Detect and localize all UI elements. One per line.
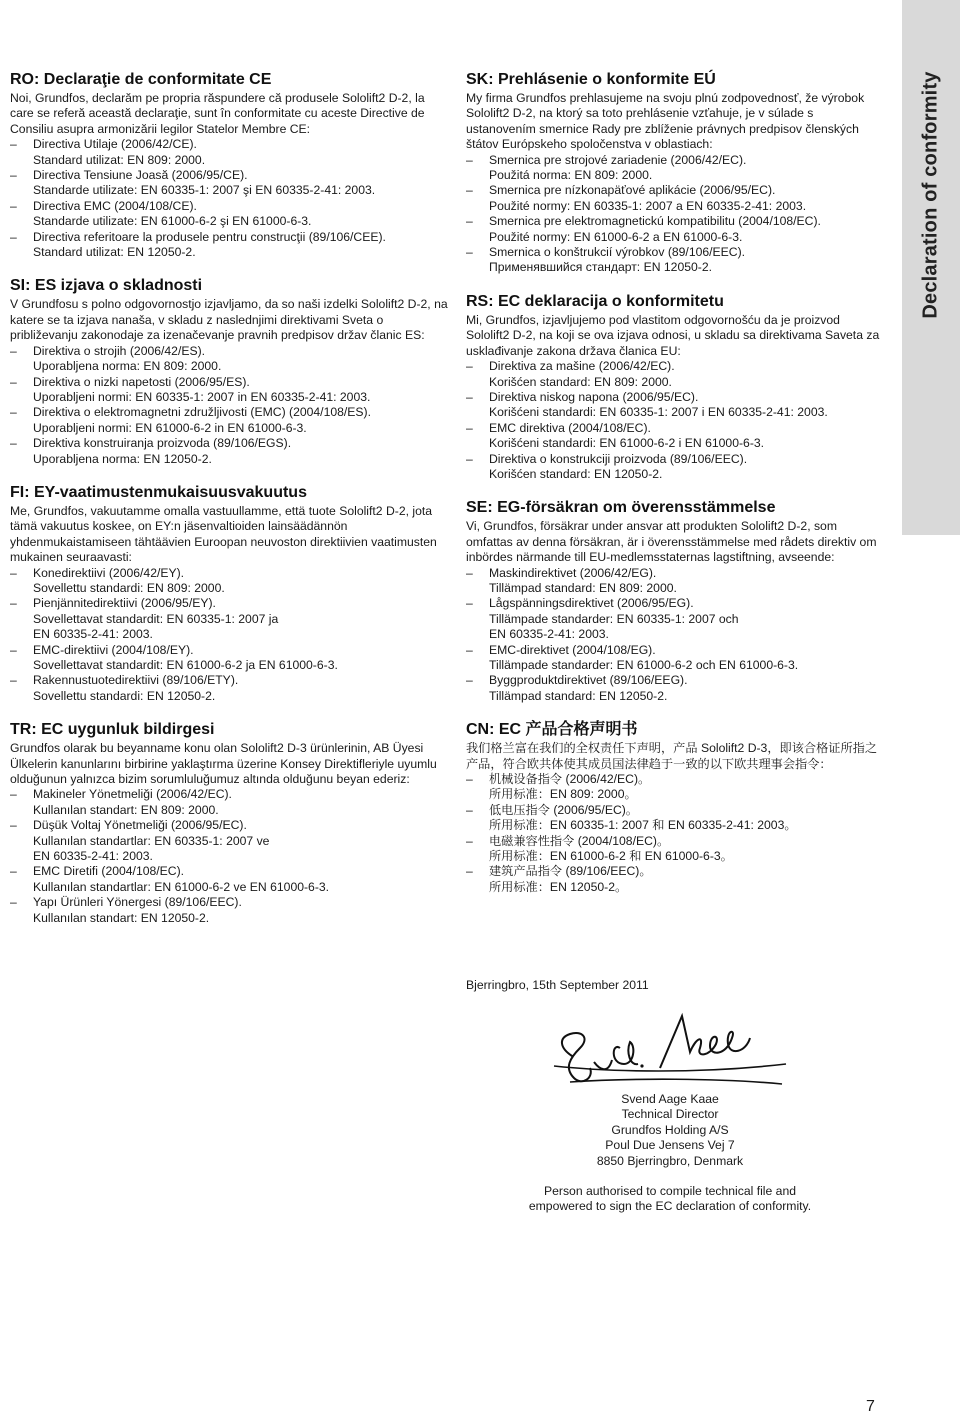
declaration-section xyxy=(466,70,886,276)
declaration-section xyxy=(466,498,886,704)
directive-standard: Korišćeni standardi: EN 61000-6-2 i EN 61000-6-3. xyxy=(489,436,765,451)
directive-name: – 低电压指令 (2006/95/EC)。 xyxy=(489,802,638,817)
section-heading: TR: EC uygunluk bildirgesi xyxy=(10,721,215,739)
directive-name: – EMC-direktivet (2004/108/EG). xyxy=(489,642,656,657)
directive-name: – Direktiva o strojih (2006/42/ES). xyxy=(33,343,206,358)
directive-item xyxy=(466,772,886,803)
directive-item xyxy=(466,452,886,483)
directive-standard: Применявшийся стандарт: EN 12050-2. xyxy=(489,260,713,275)
directive-item xyxy=(466,596,886,642)
directive-item xyxy=(10,230,450,261)
directive-item xyxy=(10,436,450,467)
directive-name: – Direktiva o konstrukciji proizvoda (89/106/EEC). xyxy=(489,451,748,466)
section-intro: Mi, Grundfos, izjavljujemo pod vlastitom odgovornošću da je proizvod Sololift2 D-2, na koji se ova izjava odnosi, u skladu sa direktivama Saveta za usklađivanje zakona država članica EU: xyxy=(466,312,880,358)
declaration-section xyxy=(10,70,450,260)
directive-name: – 机械设备指令 (2006/42/EC)。 xyxy=(489,772,651,787)
authorised-line-2: empowered to sign the EC declaration of conformity. xyxy=(528,1199,812,1214)
directive-standard: EN 60335-2-41: 2003. xyxy=(33,627,153,642)
directive-item xyxy=(10,344,450,375)
directive-standard: Kullanılan standartlar: EN 60335-1: 2007 ve xyxy=(33,833,270,848)
directive-list xyxy=(10,344,450,467)
directive-item xyxy=(10,596,450,642)
directive-standard: Tillämpad standard: EN 809: 2000. xyxy=(489,580,677,595)
directive-standard: Uporabljena norma: EN 809: 2000. xyxy=(33,359,222,374)
directive-list xyxy=(10,137,450,260)
directive-item xyxy=(10,405,450,436)
section-gap xyxy=(10,260,450,276)
directive-item xyxy=(10,818,450,864)
signature-image xyxy=(550,1008,790,1096)
directive-standard: Standard utilizat: EN 809: 2000. xyxy=(33,152,206,167)
section-heading: FI: EY-vaatimustenmukaisuusvakuutus xyxy=(10,483,307,501)
declaration-section xyxy=(466,720,886,895)
directive-item xyxy=(466,643,886,674)
left-column xyxy=(10,70,450,926)
section-gap xyxy=(466,704,886,720)
directive-standard: 所用标准：EN 809: 2000。 xyxy=(489,787,637,802)
directive-item xyxy=(10,673,450,704)
directive-item xyxy=(466,566,886,597)
directive-item xyxy=(466,183,886,214)
directive-item xyxy=(466,834,886,865)
directive-standard: EN 60335-2-41: 2003. xyxy=(489,627,609,642)
directive-standard: Standarde utilizate: EN 60335-1: 2007 şi EN 60335-2-41: 2003. xyxy=(33,183,376,198)
directive-name: – Byggproduktdirektivet (89/106/EEG). xyxy=(489,673,688,688)
directive-list xyxy=(10,566,450,705)
section-heading: SK: Prehlásenie o konformite EÚ xyxy=(466,71,716,88)
directive-name: – Lågspänningsdirektivet (2006/95/EG). xyxy=(489,596,694,611)
section-gap xyxy=(466,276,886,292)
directive-name: – Pienjännitedirektiivi (2006/95/EY). xyxy=(33,596,216,611)
directive-item xyxy=(10,643,450,674)
directive-name: – Düşük Voltaj Yönetmeliği (2006/95/EC). xyxy=(33,818,247,833)
directive-list xyxy=(466,153,886,276)
directive-standard: Tillämpade standarder: EN 60335-1: 2007 och xyxy=(489,611,739,626)
directive-item xyxy=(10,566,450,597)
directive-standard: Standard utilizat: EN 12050-2. xyxy=(33,245,196,260)
directive-item xyxy=(10,864,450,895)
directive-name: – 电磁兼容性指令 (2004/108/EC)。 xyxy=(489,833,670,848)
directive-name: – Yapı Ürünleri Yönergesi (89/106/EEC). xyxy=(33,895,242,910)
directive-standard: Kullanılan standartlar: EN 61000-6-2 ve EN 61000-6-3. xyxy=(33,879,330,894)
directive-item xyxy=(10,168,450,199)
directive-item xyxy=(466,153,886,184)
directive-standard: 所用标准：EN 61000-6-2 和 EN 61000-6-3。 xyxy=(489,849,733,864)
directive-standard: Korišćen standard: EN 809: 2000. xyxy=(489,374,672,389)
directive-item xyxy=(466,421,886,452)
directive-name: – Maskindirektivet (2006/42/EG). xyxy=(489,565,657,580)
directive-item xyxy=(10,199,450,230)
directive-name: – EMC-direktiivi (2004/108/EY). xyxy=(33,642,194,657)
directive-standard: 所用标准：EN 60335-1: 2007 和 EN 60335-2-41: 2003。 xyxy=(489,818,797,833)
section-intro: My firma Grundfos prehlasujeme na svoju plnú zodpovednosť, že výrobok Sololift2 D-2, na ktorý sa toto prehlásenie vzťahuje, je v súlade s ustanovením smernice Rady pre zblíženie právnych predpisov členských štátov Európskeho spoločenstva v oblastiach: xyxy=(466,91,865,152)
directive-standard: Tillämpade standarder: EN 61000-6-2 och EN 61000-6-3. xyxy=(489,658,799,672)
directive-item xyxy=(466,864,886,895)
directive-list xyxy=(10,787,450,926)
declaration-section xyxy=(10,720,450,926)
place-date: Bjerringbro, 15th September 2011 xyxy=(466,978,649,992)
directive-item xyxy=(466,390,886,421)
directive-standard: Uporabljeni normi: EN 61000-6-2 in EN 61000-6-3. xyxy=(33,420,307,435)
declaration-section xyxy=(10,483,450,704)
directive-item xyxy=(10,137,450,168)
directive-name: – Direktiva o nizki napetosti (2006/95/ES). xyxy=(33,374,250,389)
directive-item xyxy=(10,375,450,406)
directive-standard: Použitá norma: EN 809: 2000. xyxy=(489,168,653,183)
directive-name: – Directiva Tensiune Joasă (2006/95/CE). xyxy=(33,168,248,183)
authorised-line-1: Person authorised to compile technical file and xyxy=(543,1184,797,1198)
directive-list xyxy=(466,566,886,705)
directive-list xyxy=(466,359,886,482)
directive-item xyxy=(466,673,886,704)
directive-name: – Rakennustuotedirektiivi (89/106/ETY). xyxy=(33,673,239,688)
directive-name: – Smernica pre strojové zariadenie (2006/42/EC). xyxy=(489,152,747,167)
declaration-section xyxy=(466,292,886,482)
directive-item xyxy=(466,214,886,245)
signer-company: Grundfos Holding A/S xyxy=(611,1122,729,1137)
right-column xyxy=(466,70,886,895)
directive-standard: Korišćeni standardi: EN 60335-1: 2007 i EN 60335-2-41: 2003. xyxy=(489,405,828,420)
directive-name: – Direktiva niskog napona (2006/95/EC). xyxy=(489,389,699,404)
directive-standard: Tillämpad standard: EN 12050-2. xyxy=(489,688,668,703)
directive-item xyxy=(10,895,450,926)
directive-standard: Použité normy: EN 60335-1: 2007 a EN 60335-2-41: 2003. xyxy=(489,198,807,213)
section-intro: Vi, Grundfos, försäkrar under ansvar att produkten Sololift2 D-2, som omfattas av denna försäkran, är i överensstämmelse med rådets direktiv om inbördes närmande till EU-medlemsstaternas lagstiftning, avseende: xyxy=(466,519,877,565)
directive-name: – EMC Diretifi (2004/108/EC). xyxy=(33,864,185,879)
directive-name: – Smernica pre nízkonapäťové aplikácie (2006/95/EC). xyxy=(489,183,776,198)
directive-name: – Direktiva o elektromagnetni združljivosti (EMC) (2004/108/ES). xyxy=(33,405,371,420)
signer-block xyxy=(540,1092,800,1169)
directive-name: – Direktiva konstruiranja proizvoda (89/106/EGS). xyxy=(33,436,292,451)
directive-standard: 所用标准：EN 12050-2。 xyxy=(489,879,628,894)
page-number: 7 xyxy=(866,1398,875,1415)
directive-standard: Kullanılan standart: EN 809: 2000. xyxy=(33,802,219,817)
section-heading: RS: EC deklaracija o konformitetu xyxy=(466,292,724,310)
directive-standard: Korišćen standard: EN 12050-2. xyxy=(489,466,663,481)
directive-standard: Sovellettavat standardit: EN 61000-6-2 ja EN 61000-6-3. xyxy=(33,658,338,672)
section-gap xyxy=(466,482,886,498)
directive-name: – Directiva Utilaje (2006/42/CE). xyxy=(33,137,197,152)
side-tab-title: Declaration of conformity xyxy=(919,71,942,319)
directive-standard: Kullanılan standart: EN 12050-2. xyxy=(33,910,210,925)
directive-name: – Smernica o konštrukcií výrobkov (89/106/EEC). xyxy=(489,245,746,260)
section-heading: RO: Declaraţie de conformitate CE xyxy=(10,71,272,88)
directive-standard: Uporabljena norma: EN 12050-2. xyxy=(33,451,212,466)
directive-standard: Sovellettu standardi: EN 12050-2. xyxy=(33,688,216,703)
declaration-section xyxy=(10,276,450,466)
section-gap xyxy=(10,467,450,483)
directive-item xyxy=(466,359,886,390)
directive-item xyxy=(466,803,886,834)
directive-name: – Konedirektiivi (2006/42/EY). xyxy=(33,565,185,580)
directive-standard: Sovellettavat standardit: EN 60335-1: 2007 ja xyxy=(33,611,279,626)
directive-name: – Makineler Yönetmeliği (2006/42/EC). xyxy=(33,787,232,802)
directive-name: – EMC direktiva (2004/108/EC). xyxy=(489,420,651,435)
section-heading: CN: EC 产品合格声明书 xyxy=(466,721,638,739)
signer-name: Svend Aage Kaae xyxy=(621,1092,719,1106)
directive-name: – Direktiva za mašine (2006/42/EC). xyxy=(489,359,675,374)
section-intro: Me, Grundfos, vakuutamme omalla vastuullamme, että tuote Sololift2 D-2, jota tämä vakuutus koskee, on EY:n jäsenvaltioiden lainsäädännön yhdenmukaistamiseen tähtäävien Euroopan neuvoston direktiivien vaatimusten mukainen seuraavasti: xyxy=(10,503,437,565)
section-intro: Grundfos olarak bu beyanname konu olan Sololift2 D-3 ürünlerinin, AB Üyesi Ülkelerin kanunlarını birbirine yaklaştırma üzerine Konsey Direktifleriyle uyumlu olduğunun yalnızca bizim sorumluluğumuz altında olduğunu beyan ederiz: xyxy=(10,741,437,787)
section-intro: V Grundfosu s polno odgovornostjo izjavljamo, da so naši izdelki Sololift2 D-2, na katere se ta izjava nanaša, v skladu z naslednjimi direktivami Sveta o približevanju zakonodaje za izenačevanje pravnih predpisov držav članic ES: xyxy=(10,297,448,343)
directive-name: – 建筑产品指令 (89/106/EEC)。 xyxy=(489,864,652,879)
section-heading: SE: EG-försäkran om överensstämmelse xyxy=(466,499,776,517)
authorised-note xyxy=(480,1184,860,1215)
directive-standard: EN 60335-2-41: 2003. xyxy=(33,849,153,864)
directive-standard: Použité normy: EN 61000-6-2 a EN 61000-6-3. xyxy=(489,229,743,244)
signer-street: Poul Due Jensens Vej 7 xyxy=(605,1138,735,1153)
directive-item xyxy=(466,245,886,276)
signer-city: 8850 Bjerringbro, Denmark xyxy=(596,1153,744,1168)
directive-name: – Smernica pre elektromagnetickú kompatibilitu (2004/108/EC). xyxy=(489,214,821,229)
directive-standard: Standarde utilizate: EN 61000-6-2 şi EN 61000-6-3. xyxy=(33,214,312,229)
signer-title: Technical Director xyxy=(621,1107,719,1122)
directive-standard: Sovellettu standardi: EN 809: 2000. xyxy=(33,580,225,595)
section-intro: 我们格兰富在我们的全权责任下声明，产品 Sololift2 D-3，即该合格证所指之产品，符合欧共体使其成员国法律趋于一致的以下欧共理事会指令： xyxy=(466,741,878,771)
section-intro: Noi, Grundfos, declarăm pe propria răspundere că produsele Sololift2 D-2, la care se referă această declaraţie, sunt în conformitate cu aceste Directive de Consiliu asupra armonizării legilor Statelor Membre CE: xyxy=(10,91,425,136)
directive-list xyxy=(466,772,886,895)
directive-name: – Directiva EMC (2004/108/CE). xyxy=(33,198,197,213)
directive-standard: Uporabljeni normi: EN 60335-1: 2007 in EN 60335-2-41: 2003. xyxy=(33,389,371,404)
section-gap xyxy=(10,704,450,720)
section-heading: SI: ES izjava o skladnosti xyxy=(10,277,203,295)
directive-name: – Directiva referitoare la produsele pentru construcţii (89/106/CEE). xyxy=(33,229,386,244)
directive-item xyxy=(10,787,450,818)
